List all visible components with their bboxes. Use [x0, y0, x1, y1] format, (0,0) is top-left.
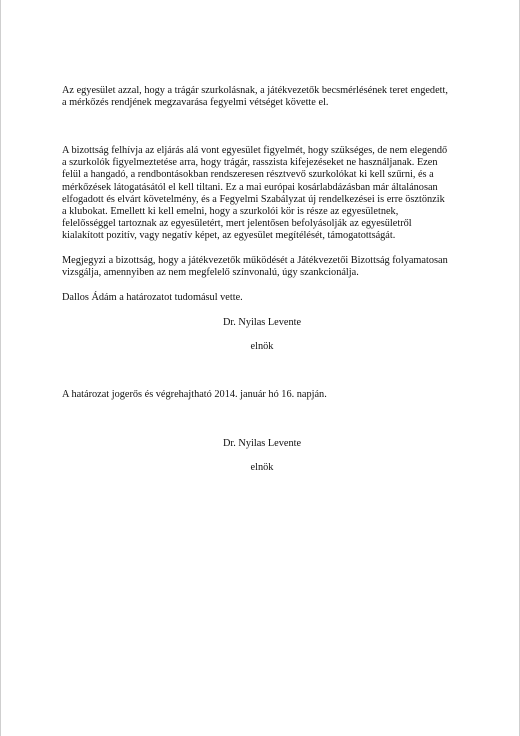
paragraph-committee-notice	[62, 145, 462, 243]
signature-name: Dr. Nyilas Levente	[222, 317, 302, 328]
signature-title-block-1	[62, 341, 462, 353]
text-line: kialakított pozitív, vagy negatív képet, az egyesület megítélését, támogatottságát.	[62, 230, 396, 242]
signature-block-2	[62, 438, 462, 450]
text-line: a mérkőzés rendjének megzavarása fegyelmi vétséget követte el.	[62, 97, 329, 109]
paragraph-acknowledgement	[62, 292, 462, 304]
text-line: a klubokat. Emellett ki kell emelni, hogy a szurkolói kör is része az egyesületnek,	[62, 206, 399, 218]
text-line: Dallos Ádám a határozatot tudomásul vette.	[62, 292, 243, 303]
text-line: A határozat jogerős és végrehajtható 2014. január hó 16. napján.	[62, 389, 327, 400]
paragraph-referee-note	[62, 255, 462, 279]
signature-block-1	[62, 317, 462, 329]
text-line: A bizottság felhívja az eljárás alá vont egyesület figyelmét, hogy szükséges, de nem elegendő	[62, 145, 448, 156]
paragraph-violation	[62, 85, 462, 109]
signature-name: Dr. Nyilas Levente	[222, 438, 302, 449]
text-line: felül a hangadó, a rendbontásokban rendszeresen résztvevő szurkolókat ki kell szűrni, és a	[62, 169, 434, 181]
signature-title-block-2	[62, 462, 462, 474]
text-line: Az egyesület azzal, hogy a trágár szurkolásnak, a játékvezetők becsmérlésének teret engedett,	[62, 85, 448, 96]
signature-title: elnök	[250, 341, 274, 352]
signature-title: elnök	[250, 462, 274, 473]
text-line: elfogadott és elvárt követelmény, és a Fegyelmi Szabályzat új rendelkezései is erre ösztönzik	[62, 193, 445, 205]
text-line: Megjegyzi a bizottság, hogy a játékvezetők működését a Játékvezetői Bizottság folyamatosan	[62, 255, 448, 266]
text-line: felelősséggel tartoznak az egyesületért, mert jelentősen befolyásolják az egyesületről	[62, 218, 412, 230]
text-line: vizsgálja, amennyiben az nem megfelelő színvonalú, úgy szankcionálja.	[62, 267, 359, 279]
paragraph-effective-date	[62, 389, 462, 401]
text-line: a szurkolók figyelmeztetése arra, hogy trágár, rasszista kifejezéseket ne használjanak. Ezen	[62, 157, 438, 169]
text-line: mérkőzések látogatásától el kell tiltani. Ez a mai európai kosárlabdázásban már általánosan	[62, 181, 438, 193]
